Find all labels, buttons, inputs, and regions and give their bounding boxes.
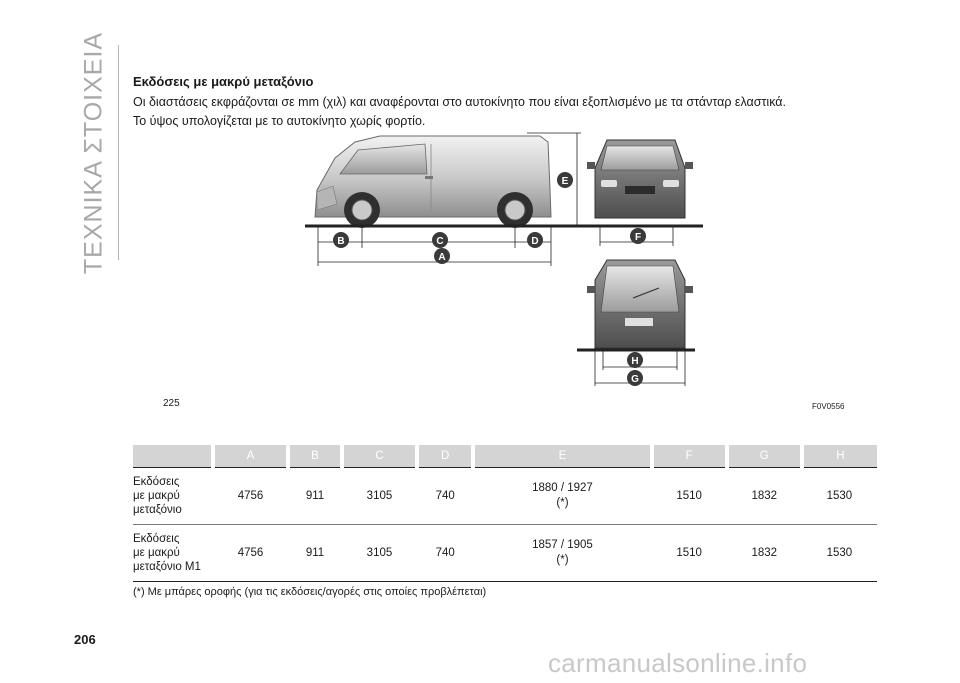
vehicle-dimensions-figure	[155, 130, 855, 415]
intro-text	[133, 93, 893, 131]
cell-b: 911	[288, 525, 342, 582]
dimension-label-c	[432, 232, 448, 248]
svg-text:B: B	[337, 236, 345, 247]
intro-line-2: Το ύψος υπολογίζεται με το αυτοκίνητο χωρίς φορτίο.	[133, 114, 426, 128]
row-label-line: μεταξόνιο	[133, 504, 182, 516]
cell-h: 1530	[802, 525, 877, 582]
dimension-label-h	[627, 352, 643, 368]
cell-e-value: 1857 / 1905	[532, 539, 593, 551]
cell-g: 1832	[727, 525, 802, 582]
figure-number: 225	[163, 398, 180, 409]
svg-text:A: A	[438, 252, 446, 263]
svg-text:F: F	[634, 232, 642, 243]
cell-e-note: (*)	[556, 497, 569, 509]
row-label-line: Εκδόσεις	[133, 533, 180, 545]
row-label-line: με μακρύ	[133, 547, 180, 559]
table-row	[133, 525, 877, 582]
figure-code: F0V0556	[812, 402, 845, 411]
table-header-d: D	[417, 445, 473, 468]
table-header-row	[133, 445, 877, 468]
section-title-text: ΤΕΧΝΙΚΑ ΣΤΟΙΧΕΙΑ	[79, 31, 108, 275]
table-row	[133, 468, 877, 525]
cell-a: 4756	[213, 468, 288, 525]
row-label-line: μεταξόνιο M1	[133, 561, 201, 573]
row-label-line: με μακρύ	[133, 490, 180, 502]
side-view-van	[315, 136, 551, 228]
row-label-line: Εκδόσεις	[133, 476, 180, 488]
footnote: (*) Με μπάρες οροφής (για τις εκδόσεις/αγορές στις οποίες προβλέπεται)	[133, 586, 487, 598]
cell-h: 1530	[802, 468, 877, 525]
section-rule	[118, 45, 119, 260]
watermark: carmanualsonline.info	[548, 648, 808, 678]
cell-c: 3105	[342, 525, 417, 582]
cell-e	[473, 525, 651, 582]
dimension-label-g	[627, 370, 643, 386]
svg-text:C: C	[436, 236, 444, 247]
table-header-g: G	[727, 445, 802, 468]
page-number: 206	[74, 632, 96, 647]
intro-line-1: Οι διαστάσεις εκφράζονται σε mm (χιλ) και αναφέρονται στο αυτοκίνητο που είναι εξοπλισμένο με τα στάνταρ ελαστικά.	[133, 95, 786, 109]
cell-f: 1510	[652, 525, 727, 582]
table-header-e: E	[473, 445, 651, 468]
cell-c: 3105	[342, 468, 417, 525]
svg-text:E: E	[561, 176, 569, 187]
table-header-f: F	[652, 445, 727, 468]
dimension-label-b	[333, 232, 349, 248]
svg-text:H: H	[631, 356, 639, 367]
page-heading: Εκδόσεις με μακρύ μεταξόνιο	[133, 74, 314, 89]
svg-text:D: D	[531, 236, 539, 247]
svg-text:G: G	[631, 374, 639, 385]
cell-f: 1510	[652, 468, 727, 525]
cell-a: 4756	[213, 525, 288, 582]
cell-d: 740	[417, 468, 473, 525]
front-view-van	[587, 140, 693, 218]
dimension-label-f	[630, 228, 646, 244]
row-label	[133, 525, 213, 582]
section-title	[74, 31, 114, 275]
table-header-b: B	[288, 445, 342, 468]
table-header-empty	[133, 445, 213, 468]
row-label	[133, 468, 213, 525]
table-header-c: C	[342, 445, 417, 468]
dimension-label-d	[527, 232, 543, 248]
cell-g: 1832	[727, 468, 802, 525]
dimensions-table	[133, 445, 877, 582]
cell-e-value: 1880 / 1927	[532, 482, 593, 494]
cell-e-note: (*)	[556, 554, 569, 566]
dimension-label-a	[434, 248, 450, 264]
cell-b: 911	[288, 468, 342, 525]
rear-view-van	[587, 260, 693, 348]
table-header-a: A	[213, 445, 288, 468]
cell-d: 740	[417, 525, 473, 582]
table-header-h: H	[802, 445, 877, 468]
cell-e	[473, 468, 651, 525]
dimension-label-e	[557, 172, 573, 188]
